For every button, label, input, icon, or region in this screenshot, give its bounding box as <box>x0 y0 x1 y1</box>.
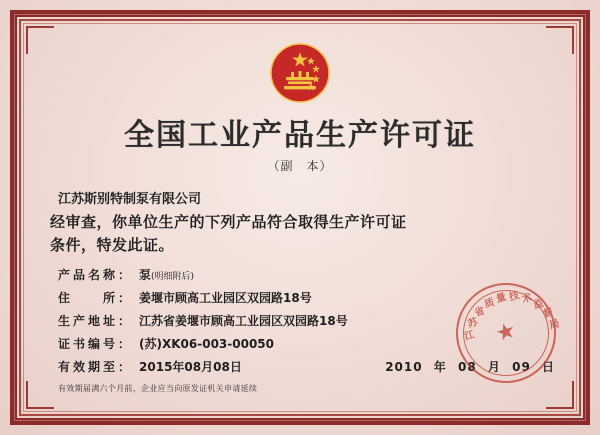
seal-char-1: 江 <box>463 329 476 343</box>
field-note-product: (明细附后) <box>151 272 195 282</box>
field-value-address: 姜堰市顾高工业园区双园路18号 <box>139 291 312 305</box>
company-name: 江苏斯别特制泵有限公司 <box>58 192 202 207</box>
page-subtitle: （副 本） <box>267 159 333 173</box>
field-value-production-site: 江苏省姜堰市顾高工业园区双园路18号 <box>139 314 348 328</box>
issue-date-year: 2010 <box>385 360 423 374</box>
issue-date-year-label: 年 <box>433 360 447 374</box>
national-emblem-icon <box>269 42 331 104</box>
seal-char-9: 督 <box>541 306 555 321</box>
field-label-product: 产品名称： <box>58 268 134 282</box>
seal-char-5: 量 <box>494 291 508 306</box>
footnote-text: 有效期届满六个月前，企业应当向原发证机关申请延续 <box>58 384 258 393</box>
emblem-container <box>36 42 564 104</box>
field-label-address: 住 所： <box>58 291 134 305</box>
seal-star-icon: ★ <box>492 317 519 348</box>
page-title: 全国工业产品生产许可证 <box>124 118 476 153</box>
seal-char-2: 苏 <box>466 316 480 331</box>
seal-char-7: 术 <box>520 292 534 306</box>
field-label-certificate-number: 证书编号： <box>58 337 134 351</box>
issue-date-month: 08 <box>458 360 477 374</box>
field-label-valid-until: 有效期至： <box>58 360 134 374</box>
field-value-product: 泵(明细附后) <box>139 268 195 282</box>
statement-line-1: 经审查，你单位生产的下列产品符合取得生产许可证 <box>50 213 407 231</box>
field-value-certificate-number: (苏)XK06-003-00050 <box>139 337 274 351</box>
body-block <box>36 188 564 256</box>
field-row-product <box>58 266 564 283</box>
statement-line-2: 条件，特发此证。 <box>50 235 175 254</box>
seal-char-4: 质 <box>483 297 496 311</box>
issue-date-day: 09 <box>512 360 531 374</box>
statement-text <box>50 211 556 256</box>
seal-char-3: 省 <box>473 305 487 320</box>
seal-char-10: 局 <box>548 318 561 332</box>
issue-date-day-label: 日 <box>541 360 555 374</box>
seal-char-8: 监 <box>532 298 545 312</box>
issue-date-month-label: 月 <box>487 360 501 374</box>
seal-char-6: 技 <box>507 290 521 304</box>
field-value-valid-until: 2015年08月08日 <box>139 360 242 374</box>
field-label-production-site: 生产地址： <box>58 314 134 328</box>
